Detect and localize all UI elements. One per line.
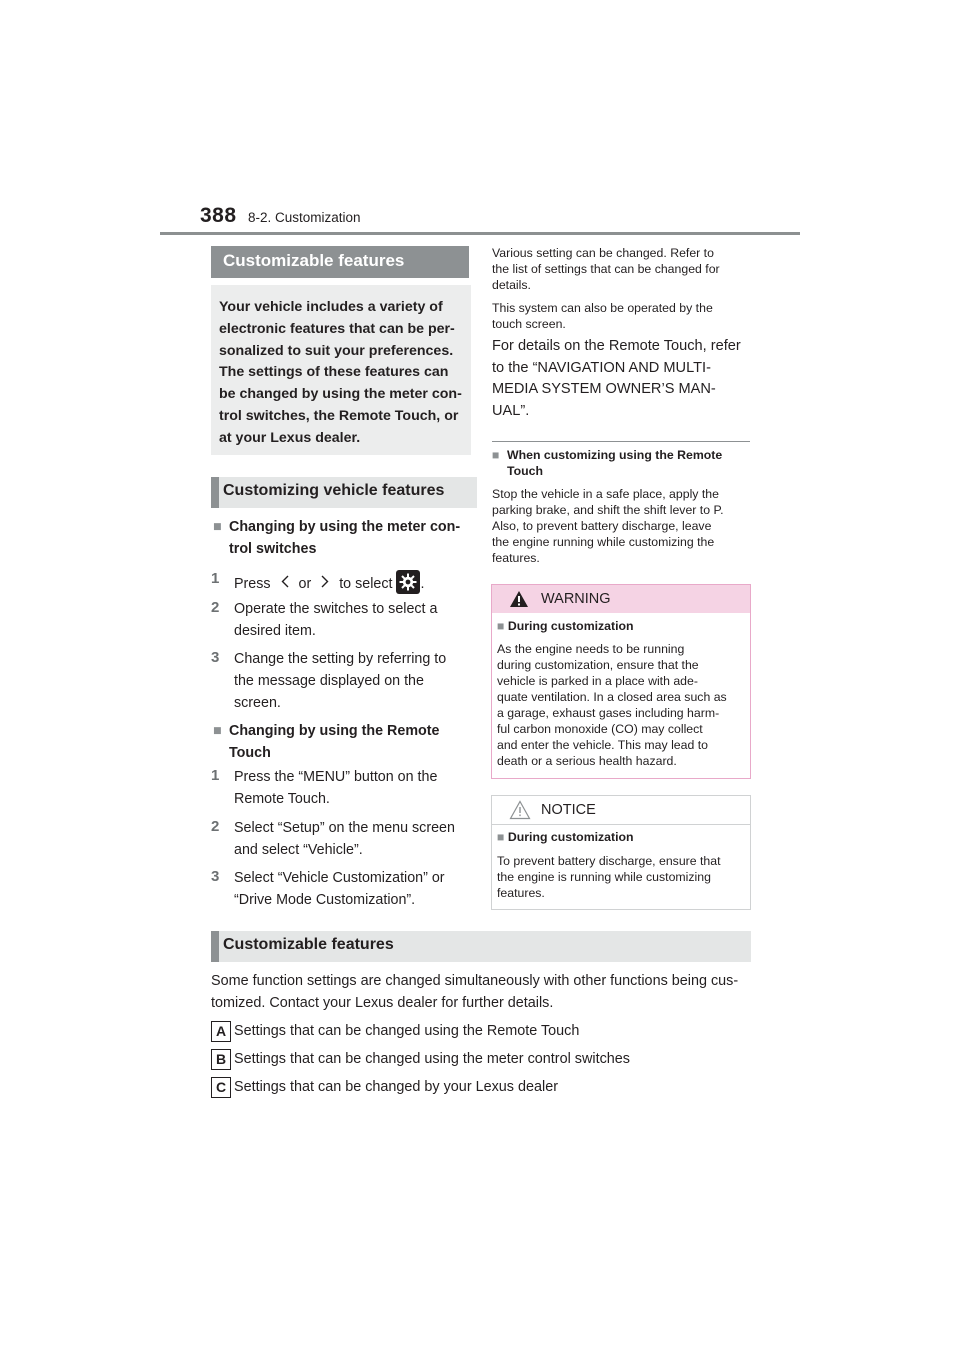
legend-item-c bbox=[211, 1076, 751, 1098]
step-line: desired item. bbox=[234, 623, 316, 639]
step-number: 2 bbox=[211, 818, 220, 835]
page-number: 388 bbox=[200, 204, 237, 227]
customizing-vehicle-features-heading bbox=[211, 477, 477, 508]
warning-line: As the engine needs to be running bbox=[497, 642, 685, 656]
chevron-left-icon bbox=[275, 573, 295, 595]
square-bullet-icon: ■ bbox=[492, 448, 500, 462]
legend-item-b bbox=[211, 1048, 751, 1070]
step-text bbox=[234, 570, 424, 595]
customizable-features-heading bbox=[211, 931, 751, 962]
step-line: Change the setting by referring to bbox=[234, 651, 447, 667]
letter-a-badge: A bbox=[211, 1021, 231, 1042]
warning-line: a garage, exhaust gases including harm- bbox=[497, 706, 720, 720]
warning-line: during customization, ensure that the bbox=[497, 658, 699, 672]
remote-step-2 bbox=[211, 817, 466, 861]
step-text bbox=[211, 817, 466, 861]
step-line: “Drive Mode Customization”. bbox=[234, 892, 416, 908]
heading-label: Customizable features bbox=[223, 936, 394, 953]
step-line: and select “Vehicle”. bbox=[234, 842, 363, 858]
chevron-right-icon bbox=[315, 573, 335, 595]
square-bullet-icon: ■ bbox=[213, 519, 222, 535]
paragraph-line: Stop the vehicle in a safe place, apply the bbox=[492, 487, 719, 501]
subheading-line: Changing by using the Remote bbox=[229, 723, 440, 739]
step-to-select-text: to select bbox=[339, 576, 393, 592]
paragraph-line: This system can also be operated by the bbox=[492, 301, 713, 315]
header-divider bbox=[160, 232, 800, 235]
step-or-text: or bbox=[298, 576, 312, 592]
step-line: Operate the switches to select a bbox=[234, 601, 438, 617]
step-text bbox=[211, 867, 466, 911]
step-number: 3 bbox=[211, 868, 220, 885]
notice-triangle-icon bbox=[509, 800, 531, 825]
paragraph-line: For details on the Remote Touch, refer bbox=[492, 338, 741, 354]
step-text bbox=[211, 766, 466, 810]
step-line: Press the “MENU” button on the bbox=[234, 769, 438, 785]
step-number: 2 bbox=[211, 599, 220, 616]
intro-line: sonalized to suit your preferences. bbox=[219, 342, 454, 359]
step-number: 1 bbox=[211, 767, 220, 784]
paragraph-line: UAL”. bbox=[492, 402, 530, 419]
paragraph-line: tomized. Contact your Lexus dealer for further details. bbox=[211, 995, 554, 1011]
step-number: 1 bbox=[211, 570, 220, 587]
warning-line: death or a serious health hazard. bbox=[497, 754, 677, 768]
paragraph-line: parking brake, and shift the shift lever to P. bbox=[492, 503, 724, 517]
square-bullet-icon: ■ bbox=[213, 723, 222, 739]
intro-line: trol switches, the Remote Touch, or bbox=[219, 407, 459, 424]
paragraph-line: Also, to prevent battery discharge, leave bbox=[492, 519, 712, 533]
title-bar-label: Customizable features bbox=[223, 251, 405, 270]
step-text bbox=[211, 598, 466, 642]
square-bullet-icon: ■ bbox=[497, 619, 505, 633]
step-line: the message displayed on the bbox=[234, 673, 424, 689]
touch-screen-paragraph bbox=[492, 300, 750, 332]
notice-line: features. bbox=[497, 886, 545, 900]
remote-step-3 bbox=[211, 867, 466, 911]
paragraph-line: MEDIA SYSTEM OWNER’S MAN- bbox=[492, 381, 716, 397]
notice-line: the engine is running while customizing bbox=[497, 870, 711, 884]
notice-header bbox=[492, 796, 750, 825]
paragraph-line: Some function settings are changed simultaneously with other functions being cus- bbox=[211, 973, 739, 989]
paragraph-line: Various setting can be changed. Refer to bbox=[492, 246, 714, 260]
remote-touch-subheading bbox=[213, 720, 463, 764]
intro-line: electronic features that can be per- bbox=[219, 320, 455, 337]
meter-step-3 bbox=[211, 648, 466, 714]
step-press-text: Press bbox=[234, 576, 271, 592]
step-number: 3 bbox=[211, 649, 220, 666]
intro-line: Your vehicle includes a variety of bbox=[219, 299, 443, 315]
warning-subheading-label: During customization bbox=[507, 619, 634, 633]
intro-line: at your Lexus dealer. bbox=[219, 429, 361, 446]
meter-step-1 bbox=[211, 570, 466, 594]
notice-subheading-label: During customization bbox=[507, 830, 634, 844]
paragraph-line: the list of settings that can be changed for bbox=[492, 262, 720, 276]
customizable-features-title-bar bbox=[211, 246, 469, 278]
subheading-line: Changing by using the meter con- bbox=[229, 519, 461, 535]
section-divider bbox=[492, 441, 750, 442]
when-customizing-body bbox=[492, 486, 750, 566]
legend-text: Settings that can be changed using the meter control switches bbox=[234, 1051, 630, 1067]
remote-touch-details-paragraph bbox=[492, 336, 750, 422]
square-bullet-icon: ■ bbox=[497, 830, 505, 844]
paragraph-line: touch screen. bbox=[492, 317, 566, 331]
warning-title: WARNING bbox=[541, 591, 611, 607]
step-end-text: . bbox=[420, 576, 425, 592]
when-customizing-subheading bbox=[492, 447, 750, 479]
letter-c-badge: C bbox=[211, 1077, 231, 1098]
step-line: screen. bbox=[234, 695, 281, 711]
legend-text: Settings that can be changed by your Lexus dealer bbox=[234, 1079, 559, 1095]
letter-b-badge: B bbox=[211, 1049, 231, 1070]
various-setting-paragraph bbox=[492, 245, 750, 293]
paragraph-line: features. bbox=[492, 551, 540, 565]
meter-switches-subheading bbox=[213, 516, 463, 560]
warning-header bbox=[492, 585, 750, 613]
warning-line: vehicle is parked in a place with ade- bbox=[497, 674, 698, 688]
warning-triangle-icon bbox=[509, 590, 529, 613]
subheading-line: Touch bbox=[229, 745, 271, 761]
section-title: 8-2. Customization bbox=[248, 210, 361, 225]
bottom-paragraph bbox=[211, 970, 756, 1014]
paragraph-line: to the “NAVIGATION AND MULTI- bbox=[492, 359, 711, 376]
notice-body bbox=[497, 853, 747, 901]
intro-line: be changed by using the meter con- bbox=[219, 386, 462, 403]
warning-line: ful carbon monoxide (CO) may collect bbox=[497, 722, 703, 736]
intro-line: The settings of these features can bbox=[219, 364, 449, 381]
warning-line: and enter the vehicle. This may lead to bbox=[497, 738, 708, 752]
remote-step-1 bbox=[211, 766, 466, 810]
paragraph-line: the engine running while customizing the bbox=[492, 535, 715, 549]
warning-line: quate ventilation. In a closed area such as bbox=[497, 690, 727, 704]
step-line: Select “Vehicle Customization” or bbox=[234, 870, 445, 886]
step-text bbox=[211, 648, 466, 714]
subheading-line: Touch bbox=[507, 464, 543, 478]
meter-step-2 bbox=[211, 598, 466, 642]
step-line: Remote Touch. bbox=[234, 791, 330, 807]
notice-subheading bbox=[497, 830, 747, 844]
subheading-line: trol switches bbox=[229, 541, 317, 557]
notice-title: NOTICE bbox=[541, 802, 596, 818]
heading-label: Customizing vehicle features bbox=[223, 482, 445, 499]
warning-subheading bbox=[497, 619, 747, 633]
step-line: Select “Setup” on the menu screen bbox=[234, 820, 455, 836]
notice-line: To prevent battery discharge, ensure that bbox=[497, 854, 721, 868]
warning-body bbox=[497, 641, 747, 769]
settings-gear-icon bbox=[396, 570, 420, 594]
paragraph-line: details. bbox=[492, 278, 531, 292]
subheading-line: When customizing using the Remote bbox=[507, 448, 723, 462]
legend-text: Settings that can be changed using the Remote Touch bbox=[234, 1023, 580, 1039]
intro-text bbox=[219, 297, 464, 450]
legend-item-a bbox=[211, 1020, 751, 1042]
